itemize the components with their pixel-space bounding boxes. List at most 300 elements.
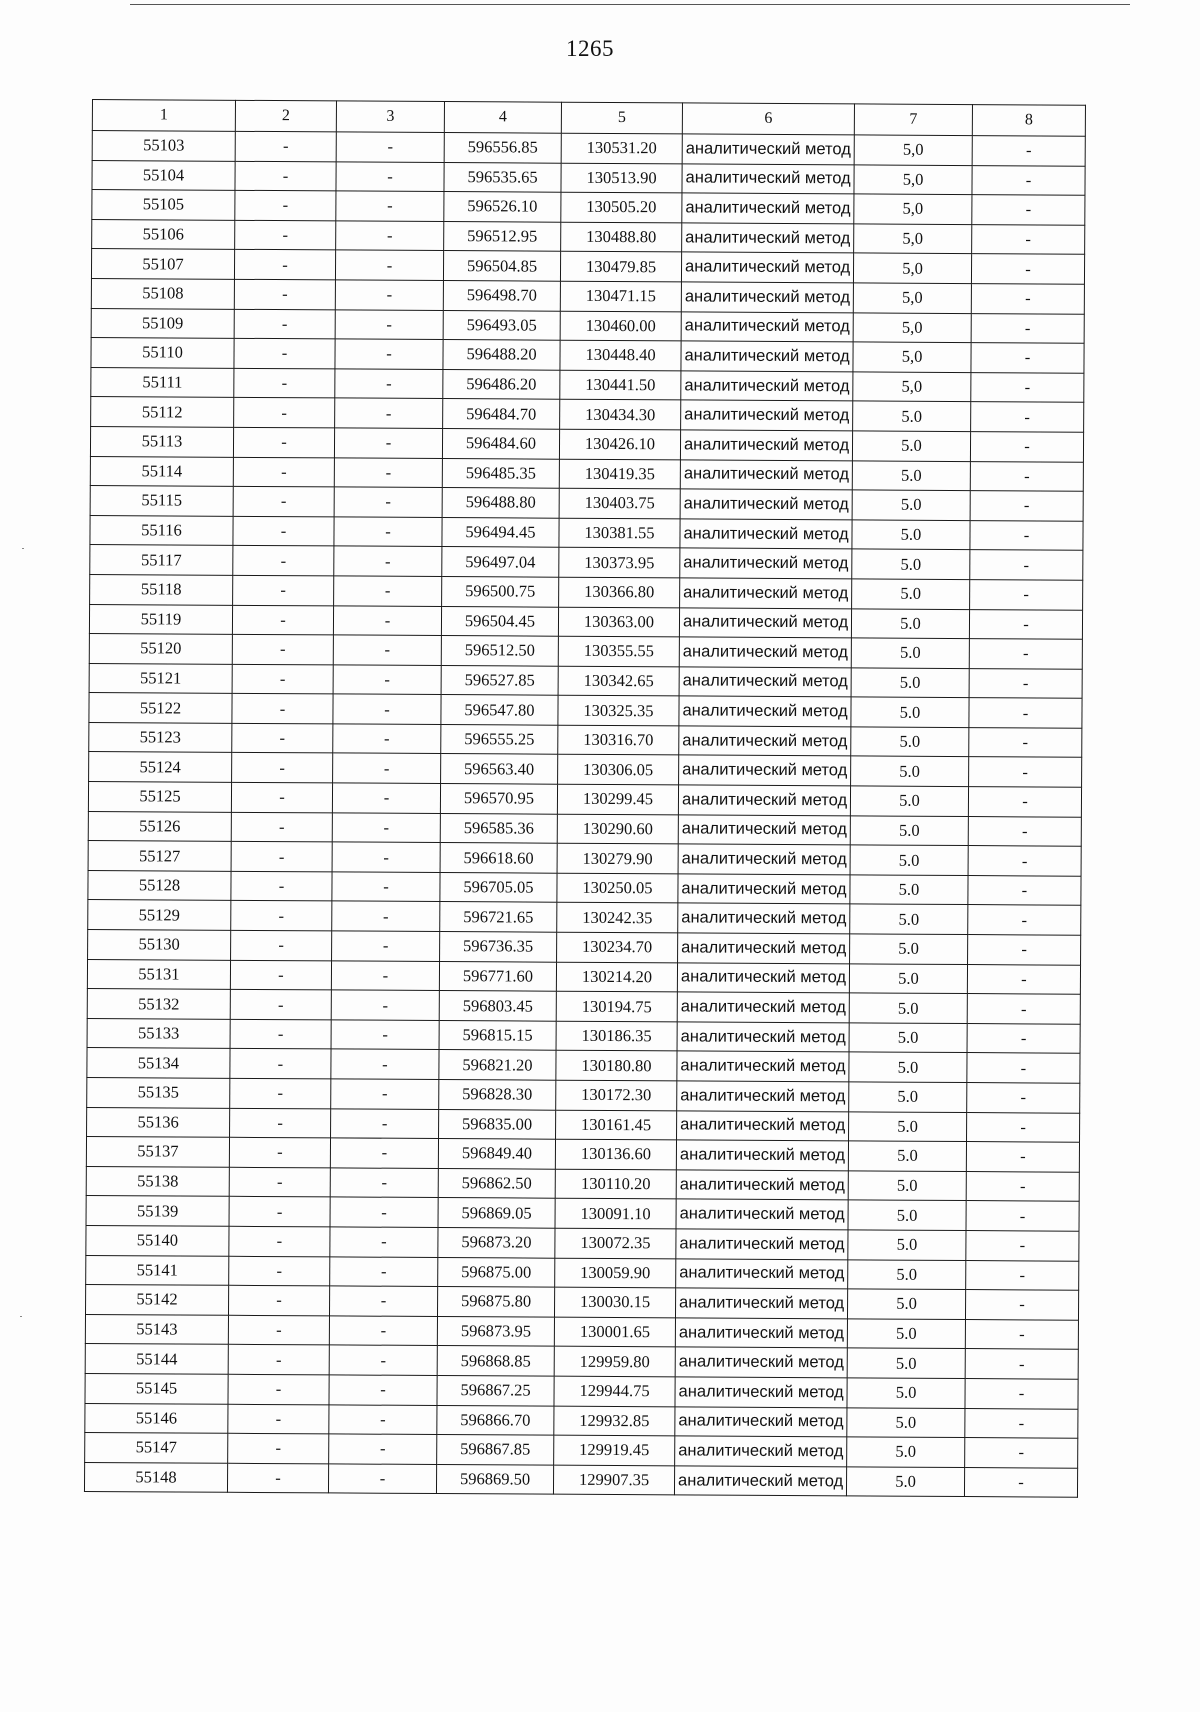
column-header: 6	[682, 103, 854, 135]
coordinate-y-cell: 130279.90	[557, 843, 678, 873]
empty-marker-cell: -	[330, 1227, 438, 1257]
empty-marker-cell: -	[332, 931, 440, 961]
coordinate-y-cell: 130030.15	[554, 1287, 675, 1317]
empty-marker-cell: -	[331, 1079, 439, 1109]
accuracy-cell: 5.0	[848, 1259, 966, 1289]
coordinate-x-cell: 596493.05	[443, 310, 560, 340]
empty-marker-cell: -	[232, 694, 333, 724]
accuracy-cell: 5.0	[851, 756, 969, 786]
accuracy-cell: 5.0	[850, 786, 968, 816]
empty-marker-cell: -	[971, 284, 1084, 314]
empty-marker-cell: -	[235, 191, 336, 221]
coordinate-x-cell: 596488.80	[442, 488, 559, 518]
empty-marker-cell: -	[233, 546, 334, 576]
empty-marker-cell: -	[235, 161, 336, 191]
point-number-cell: 55146	[85, 1403, 228, 1433]
empty-marker-cell: -	[230, 1108, 331, 1138]
empty-marker-cell: -	[230, 1049, 331, 1079]
accuracy-cell: 5.0	[851, 638, 969, 668]
method-cell: аналитический метод	[680, 459, 852, 490]
method-cell: аналитический метод	[674, 1466, 846, 1497]
point-number-cell: 55107	[91, 249, 234, 279]
accuracy-cell: 5,0	[853, 372, 971, 402]
method-cell: аналитический метод	[679, 667, 851, 698]
empty-marker-cell: -	[970, 461, 1083, 491]
column-header: 7	[854, 104, 972, 136]
empty-marker-cell: -	[336, 221, 444, 251]
empty-marker-cell: -	[229, 1226, 330, 1256]
top-edge-rule	[130, 4, 1130, 5]
accuracy-cell: 5.0	[852, 520, 970, 550]
empty-marker-cell: -	[232, 605, 333, 635]
accuracy-cell: 5.0	[847, 1407, 965, 1437]
method-cell: аналитический метод	[682, 223, 854, 254]
accuracy-cell: 5,0	[853, 283, 971, 313]
empty-marker-cell: -	[970, 550, 1083, 580]
coordinate-x-cell: 596498.70	[443, 280, 560, 310]
coordinates-table	[84, 99, 1086, 1498]
point-number-cell: 55130	[88, 930, 231, 960]
accuracy-cell: 5.0	[852, 579, 970, 609]
accuracy-cell: 5.0	[851, 608, 969, 638]
table-body	[84, 131, 1085, 1498]
empty-marker-cell: -	[332, 901, 440, 931]
empty-marker-cell: -	[328, 1464, 436, 1494]
coordinate-y-cell: 130186.35	[556, 1021, 677, 1051]
coordinate-x-cell: 596556.85	[444, 133, 561, 163]
point-number-cell: 55104	[92, 160, 235, 190]
empty-marker-cell: -	[968, 935, 1081, 965]
method-cell: аналитический метод	[678, 785, 850, 816]
empty-marker-cell: -	[329, 1434, 437, 1464]
point-number-cell: 55143	[85, 1314, 228, 1344]
point-number-cell: 55144	[85, 1344, 228, 1374]
accuracy-cell: 5.0	[849, 1111, 967, 1141]
coordinate-y-cell: 130172.30	[556, 1080, 677, 1110]
method-cell: аналитический метод	[676, 1140, 848, 1171]
empty-marker-cell: -	[232, 753, 333, 783]
coordinate-x-cell: 596488.20	[443, 340, 560, 370]
method-cell: аналитический метод	[679, 726, 851, 757]
empty-marker-cell: -	[234, 309, 335, 339]
method-cell: аналитический метод	[679, 637, 851, 668]
point-number-cell: 55140	[86, 1225, 229, 1255]
coordinate-x-cell: 596828.30	[439, 1080, 556, 1110]
empty-marker-cell: -	[336, 162, 444, 192]
coordinate-x-cell: 596526.10	[444, 192, 561, 222]
coordinate-x-cell: 596873.95	[437, 1316, 554, 1346]
method-cell: аналитический метод	[680, 519, 852, 550]
accuracy-cell: 5.0	[848, 1200, 966, 1230]
coordinate-x-cell: 596868.85	[437, 1346, 554, 1376]
point-number-cell: 55109	[91, 308, 234, 338]
accuracy-cell: 5.0	[847, 1378, 965, 1408]
method-cell: аналитический метод	[677, 1051, 849, 1082]
coordinate-y-cell: 130001.65	[554, 1317, 675, 1347]
empty-marker-cell: -	[331, 1049, 439, 1079]
accuracy-cell: 5.0	[850, 904, 968, 934]
point-number-cell: 55117	[90, 545, 233, 575]
empty-marker-cell: -	[967, 964, 1080, 994]
empty-marker-cell: -	[966, 1260, 1079, 1290]
accuracy-cell: 5,0	[854, 164, 972, 194]
coordinate-y-cell: 130180.80	[556, 1051, 677, 1081]
method-cell: аналитический метод	[675, 1318, 847, 1349]
method-cell: аналитический метод	[679, 696, 851, 727]
empty-marker-cell: -	[228, 1315, 329, 1345]
coordinate-x-cell: 596835.00	[439, 1109, 556, 1139]
coordinate-x-cell: 596803.45	[439, 991, 556, 1021]
empty-marker-cell: -	[966, 1231, 1079, 1261]
empty-marker-cell: -	[231, 901, 332, 931]
empty-marker-cell: -	[229, 1197, 330, 1227]
coordinate-x-cell: 596535.65	[444, 162, 561, 192]
empty-marker-cell: -	[967, 1053, 1080, 1083]
empty-marker-cell: -	[965, 1438, 1078, 1468]
method-cell: аналитический метод	[675, 1436, 847, 1467]
accuracy-cell: 5,0	[854, 135, 972, 165]
method-cell: аналитический метод	[678, 844, 850, 875]
accuracy-cell: 5,0	[854, 224, 972, 254]
empty-marker-cell: -	[228, 1404, 329, 1434]
empty-marker-cell: -	[966, 1171, 1079, 1201]
coordinate-y-cell: 130513.90	[561, 163, 682, 193]
coordinate-y-cell: 130091.10	[555, 1199, 676, 1229]
accuracy-cell: 5.0	[848, 1171, 966, 1201]
empty-marker-cell: -	[971, 313, 1084, 343]
method-cell: аналитический метод	[680, 489, 852, 520]
coordinate-y-cell: 130373.95	[559, 548, 680, 578]
empty-marker-cell: -	[332, 872, 440, 902]
accuracy-cell: 5.0	[851, 697, 969, 727]
empty-marker-cell: -	[334, 457, 442, 487]
method-cell: аналитический метод	[675, 1406, 847, 1437]
coordinate-x-cell: 596705.05	[440, 872, 557, 902]
accuracy-cell: 5.0	[847, 1319, 965, 1349]
accuracy-cell: 5.0	[849, 993, 967, 1023]
coordinate-x-cell: 596873.20	[438, 1227, 555, 1257]
empty-marker-cell: -	[231, 782, 332, 812]
coordinate-x-cell: 596486.20	[443, 369, 560, 399]
empty-marker-cell: -	[968, 846, 1081, 876]
coordinate-y-cell: 130299.45	[557, 784, 678, 814]
coordinate-y-cell: 130419.35	[559, 459, 680, 489]
coordinate-y-cell: 130316.70	[558, 725, 679, 755]
method-cell: аналитический метод	[676, 1229, 848, 1260]
empty-marker-cell: -	[964, 1467, 1077, 1497]
method-cell: аналитический метод	[680, 578, 852, 609]
accuracy-cell: 5.0	[849, 1052, 967, 1082]
empty-marker-cell: -	[970, 432, 1083, 462]
point-number-cell: 55145	[85, 1373, 228, 1403]
coordinate-x-cell: 596618.60	[440, 843, 557, 873]
accuracy-cell: 5,0	[853, 342, 971, 372]
coordinate-y-cell: 130366.80	[559, 577, 680, 607]
empty-marker-cell: -	[970, 579, 1083, 609]
point-number-cell: 55124	[89, 752, 232, 782]
empty-marker-cell: -	[968, 816, 1081, 846]
method-cell: аналитический метод	[675, 1377, 847, 1408]
method-cell: аналитический метод	[681, 252, 853, 283]
empty-marker-cell: -	[969, 757, 1082, 787]
column-header: 5	[561, 102, 682, 134]
empty-marker-cell: -	[331, 990, 439, 1020]
coordinate-x-cell: 596862.50	[438, 1168, 555, 1198]
empty-marker-cell: -	[233, 427, 334, 457]
coordinate-x-cell: 596512.95	[444, 221, 561, 251]
point-number-cell: 55110	[91, 338, 234, 368]
scan-speck	[20, 1316, 22, 1317]
empty-marker-cell: -	[335, 280, 443, 310]
coordinate-y-cell: 129919.45	[554, 1435, 675, 1465]
empty-marker-cell: -	[234, 338, 335, 368]
empty-marker-cell: -	[333, 605, 441, 635]
method-cell: аналитический метод	[675, 1347, 847, 1378]
empty-marker-cell: -	[231, 812, 332, 842]
empty-marker-cell: -	[235, 220, 336, 250]
empty-marker-cell: -	[969, 727, 1082, 757]
empty-marker-cell: -	[330, 1256, 438, 1286]
coordinate-y-cell: 130471.15	[560, 281, 681, 311]
coordinate-y-cell: 129932.85	[554, 1406, 675, 1436]
empty-marker-cell: -	[234, 398, 335, 428]
accuracy-cell: 5.0	[847, 1289, 965, 1319]
empty-marker-cell: -	[332, 842, 440, 872]
empty-marker-cell: -	[335, 369, 443, 399]
empty-marker-cell: -	[231, 842, 332, 872]
accuracy-cell: 5.0	[849, 1023, 967, 1053]
empty-marker-cell: -	[333, 635, 441, 665]
coordinate-y-cell: 130448.40	[560, 340, 681, 370]
coordinate-x-cell: 596494.45	[442, 517, 559, 547]
method-cell: аналитический метод	[678, 933, 850, 964]
point-number-cell: 55147	[85, 1433, 228, 1463]
empty-marker-cell: -	[967, 1023, 1080, 1053]
method-cell: аналитический метод	[676, 1258, 848, 1289]
empty-marker-cell: -	[232, 723, 333, 753]
accuracy-cell: 5.0	[850, 934, 968, 964]
empty-marker-cell: -	[330, 1168, 438, 1198]
coordinate-y-cell: 130059.90	[555, 1258, 676, 1288]
empty-marker-cell: -	[332, 783, 440, 813]
empty-marker-cell: -	[334, 576, 442, 606]
coordinate-x-cell: 596504.45	[441, 606, 558, 636]
coordinate-y-cell: 130403.75	[559, 488, 680, 518]
column-header: 1	[92, 100, 235, 132]
method-cell: аналитический метод	[682, 134, 854, 165]
empty-marker-cell: -	[232, 634, 333, 664]
point-number-cell: 55113	[90, 426, 233, 456]
page-number: 1265	[566, 36, 614, 61]
point-number-cell: 55121	[89, 663, 232, 693]
column-header: 2	[235, 100, 336, 132]
point-number-cell: 55137	[86, 1137, 229, 1167]
accuracy-cell: 5.0	[852, 460, 970, 490]
accuracy-cell: 5.0	[850, 816, 968, 846]
accuracy-cell: 5,0	[853, 312, 971, 342]
accuracy-cell: 5.0	[846, 1467, 964, 1497]
coordinate-y-cell: 130325.35	[558, 695, 679, 725]
empty-marker-cell: -	[972, 136, 1085, 166]
coordinate-y-cell: 130242.35	[557, 903, 678, 933]
empty-marker-cell: -	[335, 339, 443, 369]
coordinate-y-cell: 130161.45	[556, 1110, 677, 1140]
method-cell: аналитический метод	[682, 193, 854, 224]
empty-marker-cell: -	[970, 491, 1083, 521]
point-number-cell: 55139	[86, 1196, 229, 1226]
accuracy-cell: 5.0	[851, 727, 969, 757]
empty-marker-cell: -	[971, 343, 1084, 373]
empty-marker-cell: -	[233, 457, 334, 487]
empty-marker-cell: -	[234, 250, 335, 280]
method-cell: аналитический метод	[677, 1081, 849, 1112]
coordinate-x-cell: 596866.70	[437, 1405, 554, 1435]
method-cell: аналитический метод	[680, 430, 852, 461]
point-number-cell: 55132	[87, 989, 230, 1019]
empty-marker-cell: -	[235, 131, 336, 161]
point-number-cell: 55119	[89, 604, 232, 634]
method-cell: аналитический метод	[677, 992, 849, 1023]
coordinate-y-cell: 130342.65	[558, 666, 679, 696]
empty-marker-cell: -	[234, 279, 335, 309]
empty-marker-cell: -	[329, 1316, 437, 1346]
empty-marker-cell: -	[966, 1201, 1079, 1231]
point-number-cell: 55142	[86, 1285, 229, 1315]
empty-marker-cell: -	[329, 1375, 437, 1405]
coordinate-x-cell: 596563.40	[441, 754, 558, 784]
empty-marker-cell: -	[333, 724, 441, 754]
empty-marker-cell: -	[331, 1108, 439, 1138]
empty-marker-cell: -	[333, 753, 441, 783]
point-number-cell: 55118	[90, 574, 233, 604]
column-header: 4	[444, 102, 561, 134]
empty-marker-cell: -	[227, 1463, 328, 1493]
accuracy-cell: 5.0	[847, 1348, 965, 1378]
empty-marker-cell: -	[965, 1319, 1078, 1349]
empty-marker-cell: -	[334, 546, 442, 576]
empty-marker-cell: -	[334, 517, 442, 547]
coordinate-x-cell: 596815.15	[439, 1020, 556, 1050]
coordinate-x-cell: 596869.05	[438, 1198, 555, 1228]
coordinate-y-cell: 130479.85	[560, 252, 681, 282]
method-cell: аналитический метод	[677, 963, 849, 994]
point-number-cell: 55138	[86, 1166, 229, 1196]
method-cell: аналитический метод	[675, 1288, 847, 1319]
coordinate-y-cell: 130306.05	[558, 755, 679, 785]
point-number-cell: 55131	[87, 959, 230, 989]
empty-marker-cell: -	[969, 609, 1082, 639]
empty-marker-cell: -	[329, 1345, 437, 1375]
coordinate-x-cell: 596875.00	[438, 1257, 555, 1287]
scan-speck	[22, 548, 24, 549]
accuracy-cell: 5,0	[854, 194, 972, 224]
point-number-cell: 55108	[91, 278, 234, 308]
empty-marker-cell: -	[968, 875, 1081, 905]
empty-marker-cell: -	[969, 668, 1082, 698]
method-cell: аналитический метод	[679, 755, 851, 786]
empty-marker-cell: -	[334, 487, 442, 517]
coordinate-y-cell: 129944.75	[554, 1376, 675, 1406]
accuracy-cell: 5.0	[849, 1082, 967, 1112]
coordinate-y-cell: 130460.00	[560, 311, 681, 341]
empty-marker-cell: -	[330, 1138, 438, 1168]
method-cell: аналитический метод	[681, 282, 853, 313]
empty-marker-cell: -	[966, 1142, 1079, 1172]
empty-marker-cell: -	[229, 1256, 330, 1286]
accuracy-cell: 5,0	[853, 253, 971, 283]
empty-marker-cell: -	[967, 1112, 1080, 1142]
empty-marker-cell: -	[970, 520, 1083, 550]
point-number-cell: 55111	[91, 367, 234, 397]
accuracy-cell: 5.0	[853, 401, 971, 431]
coordinate-x-cell: 596721.65	[440, 902, 557, 932]
coordinate-x-cell: 596570.95	[440, 784, 557, 814]
empty-marker-cell: -	[334, 428, 442, 458]
point-number-cell: 55116	[90, 515, 233, 545]
method-cell: аналитический метод	[681, 400, 853, 431]
coordinate-x-cell: 596849.40	[438, 1139, 555, 1169]
empty-marker-cell: -	[229, 1167, 330, 1197]
method-cell: аналитический метод	[681, 311, 853, 342]
coordinate-x-cell: 596867.85	[437, 1435, 554, 1465]
coordinate-y-cell: 130488.80	[561, 222, 682, 252]
point-number-cell: 55136	[87, 1107, 230, 1137]
coordinate-y-cell: 130250.05	[557, 873, 678, 903]
method-cell: аналитический метод	[678, 903, 850, 934]
accuracy-cell: 5.0	[852, 490, 970, 520]
empty-marker-cell: -	[230, 990, 331, 1020]
empty-marker-cell: -	[233, 575, 334, 605]
empty-marker-cell: -	[229, 1137, 330, 1167]
coordinate-y-cell: 130531.20	[561, 133, 682, 163]
empty-marker-cell: -	[233, 516, 334, 546]
point-number-cell: 55114	[90, 456, 233, 486]
empty-marker-cell: -	[335, 309, 443, 339]
coordinate-x-cell: 596527.85	[441, 665, 558, 695]
coordinate-y-cell: 130381.55	[559, 518, 680, 548]
coordinate-x-cell: 596497.04	[442, 547, 559, 577]
empty-marker-cell: -	[330, 1197, 438, 1227]
point-number-cell: 55129	[88, 900, 231, 930]
point-number-cell: 55126	[88, 811, 231, 841]
empty-marker-cell: -	[336, 132, 444, 162]
empty-marker-cell: -	[336, 191, 444, 221]
empty-marker-cell: -	[232, 664, 333, 694]
empty-marker-cell: -	[230, 960, 331, 990]
coordinate-x-cell: 596555.25	[441, 724, 558, 754]
accuracy-cell: 5.0	[849, 964, 967, 994]
empty-marker-cell: -	[333, 665, 441, 695]
empty-marker-cell: -	[969, 639, 1082, 669]
coordinate-x-cell: 596500.75	[442, 576, 559, 606]
coordinate-y-cell: 130441.50	[560, 370, 681, 400]
coordinate-y-cell: 130505.20	[561, 192, 682, 222]
method-cell: аналитический метод	[680, 548, 852, 579]
coordinate-y-cell: 130234.70	[557, 932, 678, 962]
empty-marker-cell: -	[971, 372, 1084, 402]
coordinate-x-cell: 596512.50	[441, 636, 558, 666]
column-header: 3	[336, 101, 444, 133]
coordinate-y-cell: 130290.60	[557, 814, 678, 844]
coordinate-y-cell: 130136.60	[555, 1139, 676, 1169]
empty-marker-cell: -	[972, 165, 1085, 195]
accuracy-cell: 5.0	[850, 875, 968, 905]
point-number-cell: 55128	[88, 870, 231, 900]
empty-marker-cell: -	[965, 1408, 1078, 1438]
empty-marker-cell: -	[231, 930, 332, 960]
coordinate-x-cell: 596771.60	[439, 961, 556, 991]
method-cell: аналитический метод	[678, 815, 850, 846]
